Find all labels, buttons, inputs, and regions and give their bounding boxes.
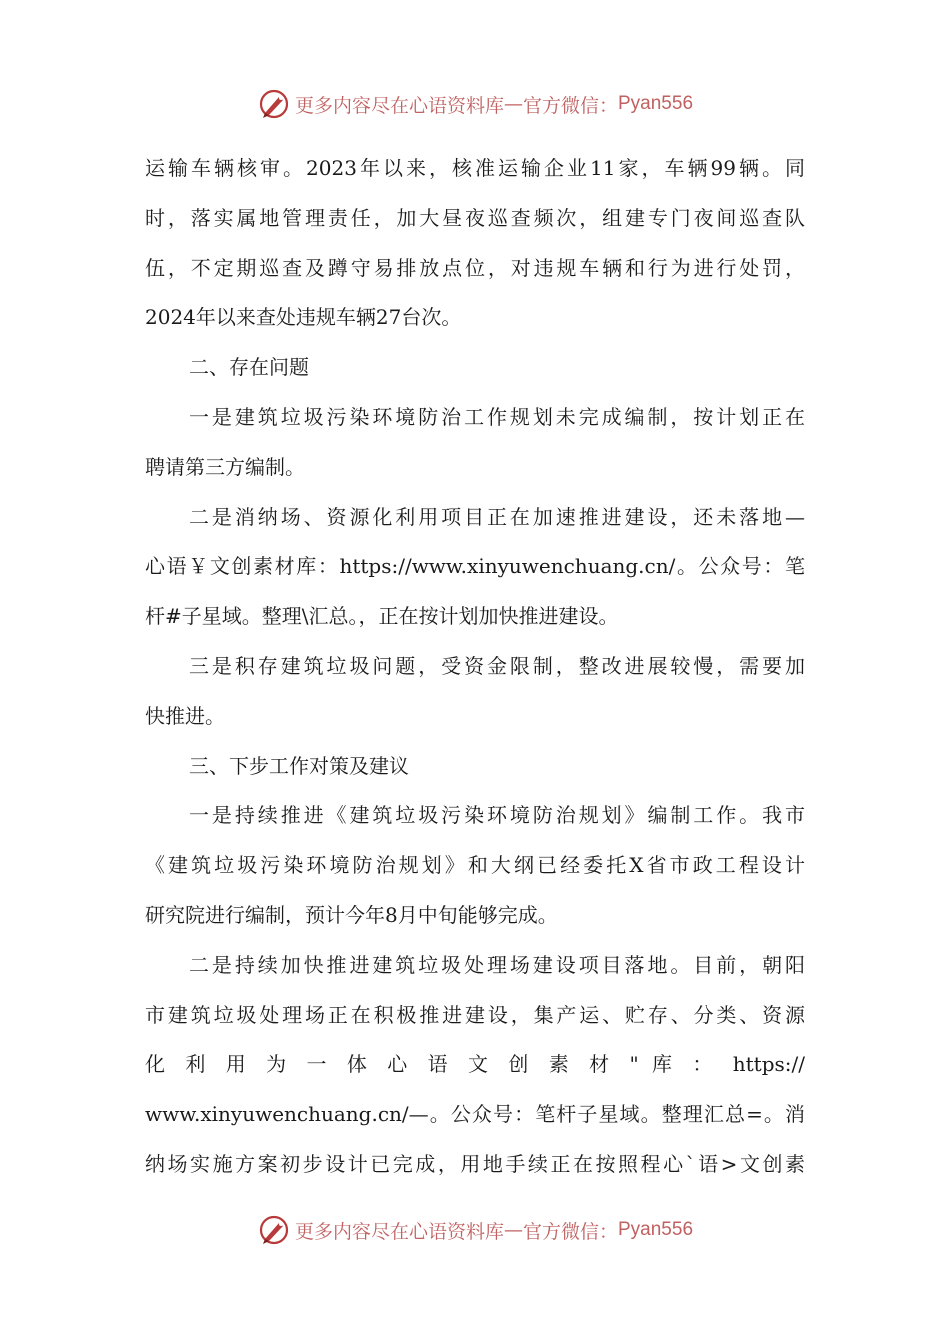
text-line: 研究院进行编制，预计今年8月中旬能够完成。 <box>145 902 558 927</box>
text-line: 二、存在问题 <box>189 355 309 380</box>
text-line: www.xinyuwenchuang.cn/—。公众号：笔杆子星域。整理汇总=。消 <box>145 1102 805 1127</box>
banner-dash: — <box>503 1219 523 1241</box>
document-body <box>145 144 805 1190</box>
text-line: 心语￥文创素材库：https://www.xinyuwenchuang.cn/。公众号：笔 <box>145 554 805 579</box>
text-line: 快推进。 <box>145 703 225 728</box>
text-line: 三是积存建筑垃圾问题，受资金限制，整改进展较慢，需要加 <box>189 653 805 678</box>
text-line: 市建筑垃圾处理场正在积极推进建设，集产运、贮存、分类、资源 <box>145 1002 805 1027</box>
banner-wechat-label: 官方微信： <box>522 94 618 117</box>
header-watermark-banner <box>0 84 950 124</box>
banner-wechat-id: Pyan556 <box>618 93 694 114</box>
text-line: 《建筑垃圾污染环境防治规划》和大纲已经委托X省市政工程设计 <box>145 853 805 878</box>
banner-dash: — <box>503 93 523 115</box>
text-line: 化 利 用 为 一 体 心 语 文 创 素 材 " 库 ： https:// <box>145 1052 805 1077</box>
banner-main-text: 更多内容尽在心语资料库 <box>294 94 504 117</box>
text-line: 聘请第三方编制。 <box>145 454 305 479</box>
text-line: 二是消纳场、资源化利用项目正在加速推进建设，还未落地— <box>189 504 805 529</box>
text-line: 伍，不定期巡查及蹲守易排放点位，对违规车辆和行为进行处罚， <box>145 255 805 280</box>
text-line: 纳场实施方案初步设计已完成，用地手续正在按照程心`语>文创素 <box>145 1151 805 1176</box>
text-line: 时，落实属地管理责任，加大昼夜巡查频次，组建专门夜间巡查队 <box>145 205 805 230</box>
text-line: 一是持续推进《建筑垃圾污染环境防治规划》编制工作。我市 <box>189 803 805 828</box>
text-line: 二是持续加快推进建筑垃圾处理场建设项目落地。目前，朝阳 <box>189 952 805 977</box>
pen-logo-icon <box>257 87 291 121</box>
text-line: 杆#子星域。整理\汇总。，正在按计划加快推进建设。 <box>145 604 619 629</box>
pen-logo-icon <box>257 1213 291 1247</box>
banner-main-text: 更多内容尽在心语资料库 <box>294 1220 504 1243</box>
banner-wechat-label: 官方微信： <box>522 1220 618 1243</box>
footer-watermark-banner <box>0 1210 950 1250</box>
text-line: 2024年以来查处违规车辆27台次。 <box>145 305 462 330</box>
text-line: 一是建筑垃圾污染环境防治工作规划未完成编制，按计划正在 <box>189 404 805 429</box>
banner-wechat-id: Pyan556 <box>618 1219 694 1240</box>
text-line: 运输车辆核审。2023年以来，核准运输企业11家，车辆99辆。同 <box>145 156 805 180</box>
text-line: 三、下步工作对策及建议 <box>189 753 409 778</box>
